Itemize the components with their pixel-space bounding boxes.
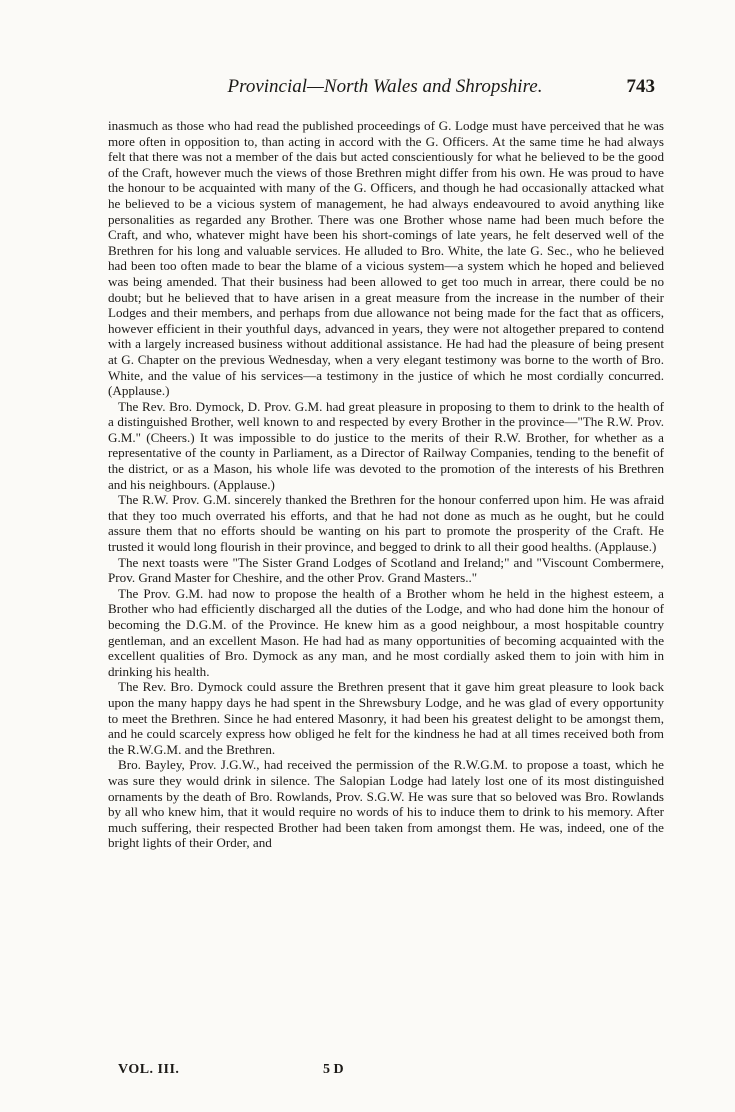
volume-label: VOL. III. xyxy=(118,1062,180,1077)
paragraph: The Rev. Bro. Dymock, D. Prov. G.M. had great pleasure in proposing to them to drink to the health of a distinguished Brother, well known to and respected by every Brother in the province—"The R.W. Prov. G.M." (Cheers.) It was impossible to do justice to the merits of their R.W. Brother, for whether as a representative of the county in Parliament, as a Director of Railway Companies, tending to the benefit of the district, or as a Mason, his whole life was devoted to the promotion of the interests of his Brethren and his neighbours. (Applause.) xyxy=(108,398,664,492)
running-title: Provincial—North Wales and Shropshire. xyxy=(227,76,543,97)
paragraph: Bro. Bayley, Prov. J.G.W., had received the permission of the R.W.G.M. to propose a toast, which he was sure they would drink in silence. The Salopian Lodge had lately lost one of its most distinguished ornaments by the death of Bro. Rowlands, Prov. S.G.W. He was sure that so beloved was Bro. Rowlands by all who knew him, that it would require no words of his to induce them to drink to his memory. After much suffering, their respected Brother had been taken from amongst them. He was, indeed, one of the bright lights of their Order, and xyxy=(108,757,664,851)
running-header xyxy=(115,76,655,106)
page-footer xyxy=(118,1062,558,1082)
signature-mark: 5 D xyxy=(323,1062,344,1077)
paragraph: inasmuch as those who had read the published proceedings of G. Lodge must have perceived that he was more often in opposition to, than acting in accord with the G. Officers. At the same time he had always felt that there was not a member of the dais but acted conscientiously for what he believed to be the good of the Craft, however much the views of those Brethren might differ from his own. He was proud to have the honour to be acquainted with many of the G. Officers, and though he had occasionally attacked what he believed to be a vicious system of management, he had always endeavoured to avoid anything like personalities as regarded any Brother. There was one Brother whose name had been much before the Craft, and who, whatever might have been his short-comings of late years, he felt deserved well of the Brethren for his long and valuable services. He alluded to Bro. White, the late G. Sec., who he believed had been too often made to bear the blame of a vicious system—a system which he hoped and believed was being amended. That their business had been allowed to get too much in arrear, there could be no doubt; but he believed that to have arisen in a great measure from the increase in the number of their Lodges and their members, and perhaps from due allowance not being made for the fact that as officers, however efficient in their youthful days, advanced in years, they were not altogether prepared to contend with a largely increased business without additional assistance. He had had the pleasure of being present at G. Chapter on the previous Wednesday, when a very elegant testimony was borne to the worth of Bro. White, and the value of his services—a testimony in the justice of which he most cordially concurred. (Applause.) xyxy=(108,118,664,399)
paragraph: The Prov. G.M. had now to propose the health of a Brother whom he held in the highest esteem, a Brother who had efficiently discharged all the duties of the Lodge, and who had done him the honour of becoming the D.G.M. of the Province. He knew him as a good neighbour, a most hospitable country gentleman, and an excellent Mason. He had had as many opportunities of becoming acquainted with the excellent qualities of Bro. Dymock as any man, and he most cordially asked them to join with him in drinking his health. xyxy=(108,585,664,679)
page-number: 743 xyxy=(626,76,655,97)
paragraph: The next toasts were "The Sister Grand Lodges of Scotland and Ireland;" and "Viscount Combermere, Prov. Grand Master for Cheshire, and the other Prov. Grand Masters.." xyxy=(108,554,664,586)
paragraph: The Rev. Bro. Dymock could assure the Brethren present that it gave him great pleasure to look back upon the many happy days he had spent in the Shrewsbury Lodge, and he was glad of every opportunity to meet the Brethren. Since he had entered Masonry, it had been his greatest delight to be amongst them, and he could scarcely express how obliged he felt for the kindness he had at all times received both from the R.W.G.M. and the Brethren. xyxy=(108,679,664,757)
paragraph: The R.W. Prov. G.M. sincerely thanked the Brethren for the honour conferred upon him. He was afraid that they too much overrated his efforts, and that he had not done as much as he ought, but he could assure them that no efforts should be wanting on his part to promote the prosperity of the Craft. He trusted it would long flourish in their province, and begged to drink to all their good healths. (Applause.) xyxy=(108,492,664,555)
article-body xyxy=(108,118,664,851)
